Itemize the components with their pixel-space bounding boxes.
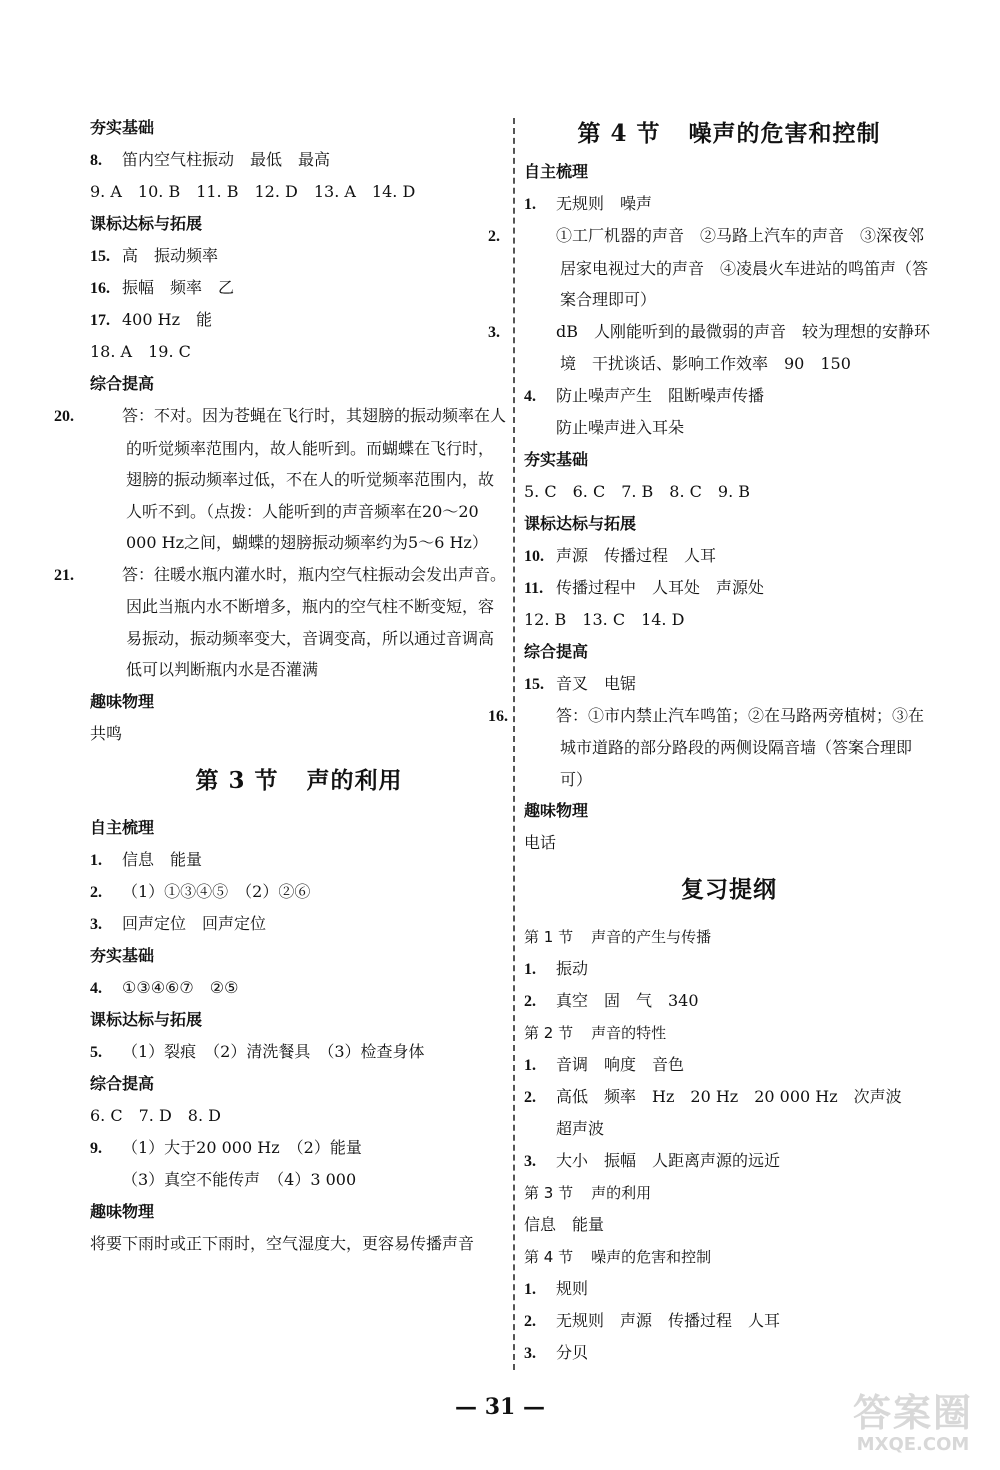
answer-line: 8. 笛内空气柱振动 最低 最高 (90, 150, 331, 169)
section-heading: 综合提高 (90, 374, 155, 393)
answer-line: 4. ①③④⑥⑦ ②⑤ (90, 977, 239, 997)
answer-line: 2. 高低 频率 Hz 20 Hz 20 000 Hz 次声波 (524, 1087, 902, 1106)
answer-line: 电话 (524, 833, 557, 852)
section-heading: 趣味物理 (524, 801, 589, 820)
answer-line: 18. A 19. C (90, 342, 191, 361)
answer-line: 1. 音调 响度 音色 (524, 1055, 685, 1074)
answer-line: 信息 能量 (524, 1215, 605, 1234)
section-heading: 课标达标与拓展 (524, 513, 637, 533)
answer-line: 3. 分贝 (524, 1343, 589, 1362)
section-heading: 综合提高 (524, 641, 589, 661)
answer-line: 5. C 6. C 7. B 8. C 9. B (524, 481, 751, 501)
section-heading: 自主梳理 (524, 162, 589, 181)
answer-paragraph: 16. 答：①市内禁止汽车鸣笛；②在马路两旁植树；③在城市道路的部分路段的两侧设隔音墙（答案合理即可） (488, 705, 925, 789)
section-title: 第 4 节 噪声的危害和控制 (577, 120, 881, 147)
answer-line: 15. 音叉 电锯 (524, 673, 637, 693)
watermark-url: MXQE.COM (856, 1434, 970, 1455)
watermark-logo (838, 1391, 988, 1462)
left-column (54, 112, 508, 1259)
answer-line: 共鸣 (90, 723, 123, 743)
section-heading: 课标达标与拓展 (90, 214, 203, 233)
review-title: 复习提纲 (681, 876, 777, 903)
answer-line: 防止噪声进入耳朵 (556, 417, 685, 437)
answer-paragraph: 20. 答：不对。因为苍蝇在飞行时，其翅膀的振动频率在人的听觉频率范围内，故人能听到。而蝴蝶在飞行时，翅膀的振动频率过低，不在人的听觉频率范围内，故人听不到。（点拨：人能听到的声音频率在20～20 000 Hz之间，蝴蝶的翅膀振动频率约为5～6 Hz） (54, 406, 507, 552)
answer-paragraph: 2. ①工厂机器的声音 ②马路上汽车的声音 ③深夜邻居家电视过大的声音 ④凌晨火车进站的鸣笛声（答案合理即可） (488, 226, 929, 309)
section-heading: 夯实基础 (90, 118, 155, 137)
answer-line: 17. 400 Hz 能 (90, 310, 213, 329)
section-heading: 趣味物理 (90, 1201, 155, 1221)
answer-line: 4. 防止噪声产生 阻断噪声传播 (524, 385, 765, 405)
answer-line: 12. B 13. C 14. D (524, 609, 685, 629)
review-section-heading: 第 3 节 声的利用 (524, 1184, 652, 1202)
answer-paragraph: 3. dB 人刚能听到的最微弱的声音 较为理想的安静环境 干扰谈话、影响工作效率 90 150 (488, 321, 931, 373)
answer-line: 3. 回声定位 回声定位 (90, 913, 267, 933)
answer-line: 1. 无规则 噪声 (524, 194, 653, 213)
section-heading: 夯实基础 (90, 945, 155, 965)
answer-line: 超声波 (556, 1119, 605, 1138)
column-divider (513, 118, 515, 1370)
answer-paragraph: 21. 答：往暖水瓶内灌水时，瓶内空气柱振动会发出声音。因此当瓶内水不断增多，瓶内的空气柱不断变短，容易振动，振动频率变大，音调变高，所以通过音调高低可以判断瓶内水是否灌满 (54, 564, 507, 679)
answer-line: 9. （1）大于20 000 Hz （2）能量 (90, 1137, 362, 1157)
answer-line: 1. 振动 (524, 959, 589, 978)
answer-line: 3. 大小 振幅 人距离声源的远近 (524, 1151, 781, 1170)
answer-line: （3）真空不能传声 （4）3 000 (122, 1169, 357, 1189)
answer-line: 10. 声源 传播过程 人耳 (524, 545, 717, 565)
right-column (488, 112, 934, 1369)
review-section-heading: 第 2 节 声音的特性 (524, 1024, 667, 1042)
answer-line: 16. 振幅 频率 乙 (90, 278, 235, 297)
section-heading: 课标达标与拓展 (90, 1009, 203, 1029)
answer-line: 2. 真空 固 气 340 (524, 991, 699, 1010)
page-number: — 31 — (455, 1394, 545, 1420)
watermark-text: 答案圈 (852, 1391, 973, 1435)
answer-line: 6. C 7. D 8. D (90, 1105, 221, 1125)
answer-line: 2. （1）①③④⑤ （2）②⑥ (90, 881, 311, 901)
answer-line: 5. （1）裂痕 （2）清洗餐具 （3）检查身体 (90, 1041, 425, 1061)
review-section-heading: 第 1 节 声音的产生与传播 (524, 928, 712, 946)
answer-paragraph: 将要下雨时或正下雨时，空气湿度大，更容易传播声音 (90, 1233, 475, 1253)
section-heading: 趣味物理 (90, 691, 155, 711)
answer-line: 1. 规则 (524, 1279, 589, 1298)
answer-line: 11. 传播过程中 人耳处 声源处 (524, 577, 765, 597)
section-heading: 综合提高 (90, 1073, 155, 1093)
section-title: 第 3 节 声的利用 (195, 766, 403, 794)
answer-line: 1. 信息 能量 (90, 849, 203, 869)
section-heading: 夯实基础 (524, 449, 589, 469)
answer-line: 2. 无规则 声源 传播过程 人耳 (524, 1311, 781, 1330)
review-section-heading: 第 4 节 噪声的危害和控制 (524, 1248, 712, 1266)
section-heading: 自主梳理 (90, 817, 155, 837)
answer-line: 9. A 10. B 11. B 12. D 13. A 14. D (90, 182, 416, 201)
answer-line: 15. 高 振动频率 (90, 246, 219, 265)
